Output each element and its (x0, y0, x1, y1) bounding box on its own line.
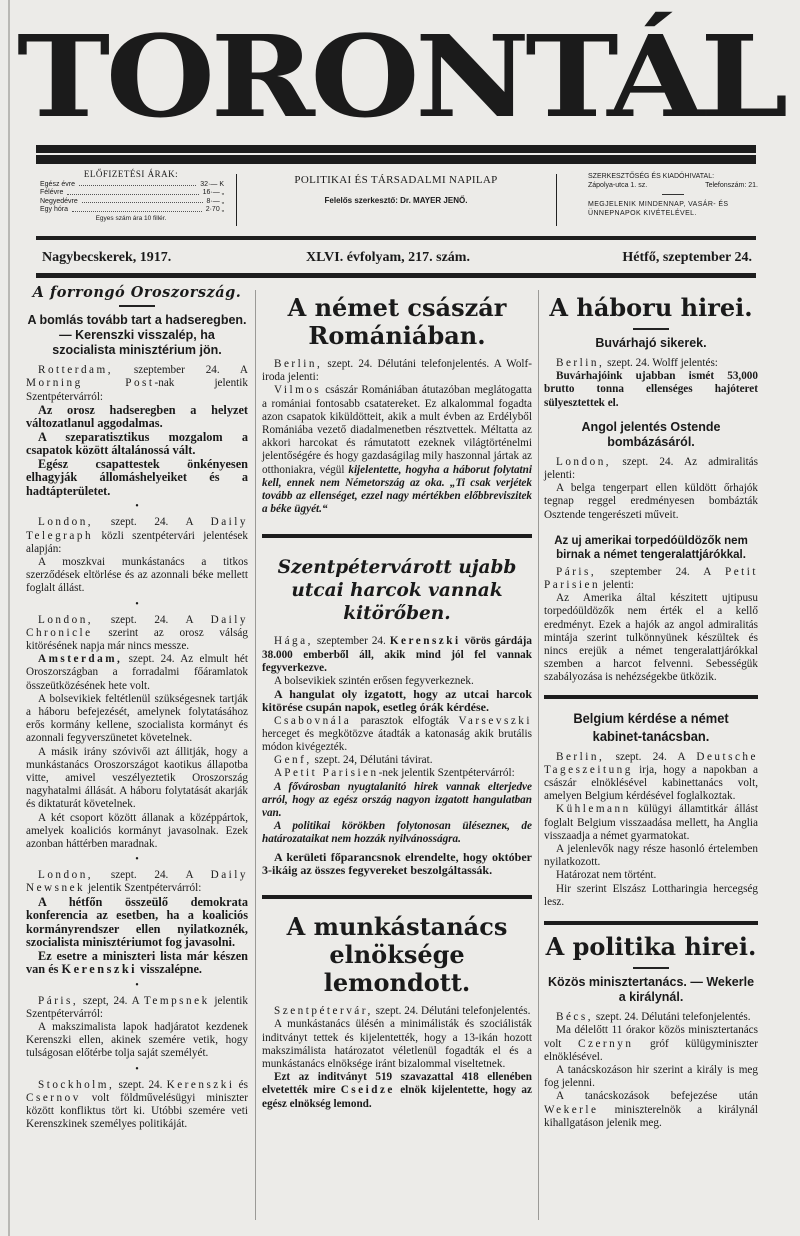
column-2 (262, 286, 532, 1111)
paragraph: London, szept. 24. A Daily Newsnek jelentik Szentpétervárról: (26, 869, 248, 895)
article-separator (544, 695, 758, 699)
article-subhead: Buvárhajó sikerek. (595, 336, 707, 350)
volume-issue: XLVI. évfolyam, 217. szám. (306, 250, 470, 265)
article-title: A német császár Romániában. (287, 293, 507, 350)
paragraph: A munkástanács ülésén a minimálisták és szociálisták inditványt tettek és kijelentették, hogy a 13-ikán hozott makszimálista határozatot véletlenül fogadták el és a munkástanács elnöksége iránt bizalommal viseltetnek. (262, 1018, 532, 1070)
paragraph: Rotterdam, szeptember 24. A Morning Post-nak jelentik Szentpétervárról: (26, 364, 248, 403)
paragraph: A hangulat oly izgatott, hogy az utcai harcok kitörése csupán napok, esetleg órák kérdése. (262, 687, 532, 715)
paragraph: A hétfőn összeülő demokrata konferencia az esetben, ha a koaliciós kormányrendszer ellen nyilatkoznék, szocialista minisztériumot fog javasolni. (26, 894, 248, 950)
paragraph: Hir szerint Elszász Lottharingia hercegség lesz. (544, 882, 758, 908)
paragraph: Csabovnála parasztok elfogták Varsevszki herceget és megkötözve átadták a katonaság akik brutális módon kivégezték. (262, 714, 532, 754)
divider (633, 328, 669, 330)
price-row (36, 189, 226, 198)
dateline (36, 250, 756, 268)
paragraph: Berlin, szept. 24. Wolff jelentés: (556, 357, 718, 369)
section-bullet: • (135, 598, 139, 610)
price-row (36, 198, 226, 207)
article-title: Szentpétervárott ujabb utcai harcok vannak kitörőben. (277, 557, 517, 625)
publication-schedule: MEGJELENIK MINDENNAP, VASÁR- ÉS ÜNNEPNAPOK KIVÉTELÉVEL. (588, 201, 729, 217)
article-title: Belgium kérdése a német kabinet-tanácsban. (573, 709, 729, 744)
paragraph: A bolsevikiek szintén erősen fegyverkeznek. (274, 675, 474, 688)
price-label: Egész évre (40, 180, 76, 188)
column-divider (538, 290, 539, 1220)
editor-name: Dr. MAYER JENŐ. (400, 196, 468, 205)
column-1 (26, 286, 248, 1131)
paragraph: A bolsevikiek feltétlenül szükségesnek tartják a háboru befejezését, amelynek folytatásához erős kormány kellene, szocialista kormányt és azonnali fegyverszünetet követelnek. (26, 692, 248, 745)
masthead (16, 12, 784, 143)
column-divider (255, 290, 256, 1220)
paragraph: A kerületi főparancsnok elrendelte, hogy október 3-ikáig az összes fegyvereket beszolgáltassák. (262, 849, 532, 877)
paragraph: A fővárosban nyugtalanitó hirek vannak elterjedve arról, hogy az egész ország nagyon izgatott hangulatban van. (262, 780, 532, 820)
article-subhead: Közös minisztertanács. — Wekerle a királynál. (547, 975, 755, 1005)
paragraph: Berlin, szept. 24. Délutáni telefonjelentés. A Wolf-iroda jelenti: (262, 358, 532, 384)
paragraph: A belga tengerpart ellen küldött őrhajók tegnap reggel eredményesen bombázták Osztende tengerészeti műveit. (544, 482, 758, 521)
masthead-rule (36, 145, 756, 164)
paragraph: Stockholm, szept. 24. Kerenszki és Csernov volt földművelésügyi miniszter között konfliktus tört ki. Utóbbi szemére veti Kerenszkinek személyes politikáját. (26, 1078, 248, 1131)
divider (633, 967, 669, 969)
article-title: A munkástanács elnöksége lemondott. (286, 912, 508, 998)
section-title: A háboru hirei. (549, 293, 753, 322)
price-label: Negyedévre (40, 197, 78, 205)
header-rule (36, 236, 756, 240)
paragraph: A moszkvai munkástanács a titkos szerződések eltörlése és az azonnali béke mellett foglalt állást. (26, 555, 248, 595)
publication-info (246, 174, 546, 205)
price-value: 8·— „ (206, 197, 224, 205)
editor-label: Felelős szerkesztő: (324, 196, 398, 205)
place-year: Nagybecskerek, 1917. (42, 250, 172, 265)
paragraph: A két csoport között állanak a középpártok, amelyek koaliciós kormányt javasolnak. Ezek azonban háttérben maradnak. (26, 811, 248, 850)
paragraph: Az Amerika által készitett ujtipusu torpedóüldözők nem érték el a kellő eredményt. Ezek a hajók az angol admiralitás mintája szerint tulkönnyünek készültek és nincs erejük a német tengeralattjárókkal szemben a harcot felvenni. Sebességük szabályozása is nehézségekbe ütközik. (544, 592, 758, 684)
newspaper-title: TORONTÁL (16, 12, 784, 143)
price-label: Félévre (40, 189, 64, 196)
paragraph: Buvárhajóink ujabban ismét 53,000 brutto tonna ellenséges hajóteret sülyesztettek el. (544, 370, 758, 409)
office-address: Zápolya-utca 1. sz. (588, 182, 648, 189)
price-row (36, 206, 226, 215)
section-bullet: • (135, 854, 139, 866)
price-label: Egy hóra (40, 206, 69, 213)
price-value: 32·— K (200, 180, 224, 188)
article-title: A forrongó Oroszország. (32, 284, 242, 301)
divider (556, 174, 557, 226)
paragraph: Genf, szept. 24, Délutáni távirat. (274, 754, 433, 767)
office-heading: SZERKESZTŐSÉG ÉS KIADÓHIVATAL: (588, 173, 715, 180)
paragraph: A tanácskozáson hir szerint a király is meg fog jelenni. (544, 1063, 758, 1090)
paragraph: Ez esetre a miniszteri lista már készen van és Kerenszki visszalépne. (26, 948, 248, 977)
paragraph: Páris, szept, 24. A Tempsnek jelentik Szentpétervárról: (26, 994, 248, 1020)
single-copy-price: Egyes szám ára 10 fillér. (95, 214, 167, 222)
paragraph: A szeparatisztikus mozgalom a csapatok között általánossá vált. (26, 429, 248, 458)
paragraph: A jelenlevők nagy része hasonló értelemben nyilatkozott. (544, 843, 758, 869)
paragraph: London, szept. 24. A Daily Telegraph közli szentpétervári jelentések alapján: (26, 516, 248, 555)
paragraph: Ma délelőtt 11 órakor közös minisztertanács volt Czernyn gróf külügyminiszter elnöklésével. (544, 1024, 758, 1063)
office-contact (588, 181, 758, 190)
paragraph: A Petit Parisien-nek jelentik Szentpétervárról: (274, 767, 515, 780)
article-subhead: Angol jelentés Ostende bombázásáról. (581, 419, 721, 449)
divider (119, 305, 155, 307)
paragraph: Amsterdam, szept. 24. Az elmult hét Oroszországban a forradalmi főáramlatok összeütközésének hete volt. (26, 653, 248, 692)
price-value: 16·— „ (202, 189, 224, 196)
article-separator (544, 921, 758, 925)
paragraph: Ezt az inditványt 519 szavazattal 418 ellenében elvetették mire Cseidze elnök kijelentette, hogy az egész elnökség lemond. (262, 1071, 532, 1110)
subtitle: POLITIKAI ÉS TÁRSADALMI NAPILAP (294, 174, 498, 186)
paragraph: London, szept. 24. Az admiralitás jelenti: (544, 455, 758, 482)
page-edge (8, 0, 10, 1236)
divider (236, 174, 237, 226)
paragraph: Egész csapattestek önkényesen elhagyják állomáshelyeiket és a hadtápterületet. (26, 456, 248, 498)
editor-line (246, 196, 546, 205)
article-separator (262, 534, 532, 538)
section-bullet: • (135, 501, 139, 513)
paragraph: Határozat nem történt. (556, 869, 657, 882)
price-value: 2·70 „ (205, 206, 224, 213)
paragraph: A politikai körökben folytonosan ülésezneк, de határozataikat nem hozzák nyilvánosságra. (262, 820, 532, 846)
prices-heading: ELŐFIZETÉSI ÁRAK: (83, 169, 179, 179)
paragraph: A makszimalista lapok hadjáratot kezdenek Kerenszki ellen, akinek szemére vetik, hogy tulságosan előtérbe tolja saját személyét. (26, 1021, 248, 1060)
office-phone: Telefonszám: 21. (705, 182, 758, 189)
subscription-prices (36, 170, 226, 223)
divider (662, 194, 684, 195)
paragraph: Szentpétervár, szept. 24. Délutáni telefonjelentés. (274, 1005, 531, 1018)
issue-date: Hétfő, szeptember 24. (622, 250, 752, 265)
office-info (588, 172, 758, 218)
paragraph: Bécs, szept. 24. Délutáni telefonjelentés. (556, 1011, 751, 1024)
paragraph: A másik irány szóvivői azt állitják, hogy a munkástanács Oroszországot kaotikus állapotba vitte, amivel veszélyeztetik Oroszország nagyhatalmi állását. A háboru folytatását akarják és diktaturát követelnek. (26, 745, 248, 811)
paragraph: Berlin, szept. 24. A Deutsche Tageszeitung irja, hogy a napokban a császár elnöklésével kabinettanács volt, amelyen Belgium kérdésével foglalkoztak. (544, 750, 758, 803)
header-rule (36, 273, 756, 278)
article-subhead: Az uj amerikai torpedóüldözők nem birnak a német tengeralattjárókkal. (554, 534, 748, 561)
section-bullet: • (135, 979, 139, 991)
price-row (36, 181, 226, 190)
masthead-info (36, 170, 756, 232)
paragraph: Kühlemann külügyi államtitkár állást foglalt Belgium visszaadása mellett, ha Anglia visszaadja a német gyarmatokat. (544, 803, 758, 842)
paragraph: A tanácskozások befejezése után Wekerle miniszterelnök a királynál kihallgatáson jelenik meg. (544, 1090, 758, 1129)
section-title: A politika hirei. (545, 932, 757, 962)
paragraph: London, szept. 24. A Daily Chronicle szerint az orosz válság kitörésének napja már nincs messze. (26, 613, 248, 652)
paragraph: Páris, szeptember 24. A Petit Parisien jelenti: (544, 565, 758, 592)
paragraph: Az orosz hadseregben a helyzet változatlanul aggodalmas. (26, 402, 248, 431)
column-3 (544, 286, 758, 1130)
paragraph: Vilmos császár Romániában átutazóban meglátogatta a romániai fontosabb csatatereket. Ez alkalommal fogadta azon csapatok kiküldötteit, akik a mult évben az Erdélyből Romániába vezető diadalmenetben résztvettek. Méltatta az akkori harcokat és rámutatott ezeknek világtörténelmi jelentőségére és hogy gazdaságilag mily haszonnal jártak az otthoniakra, végül kijelentette, hogyha a háborut folytatni kell, ennek nem Németország az oka. „Ti csak verjétek tovább az ellenséget, ezzel nagy mértékben előbbreviszitek a béke ügyét.“ (262, 384, 532, 516)
section-bullet: • (135, 1063, 139, 1075)
article-separator (262, 895, 532, 899)
paragraph: Hága, szeptember 24. Kerenszki vörös gárdája 38.000 emberből áll, akik mind jól fel vannak fegyverkezve. (262, 635, 532, 674)
article-subhead: A bomlás tovább tart a hadseregben. — Kerenszki visszalép, ha szocialista minisztérium jön. (27, 313, 247, 358)
